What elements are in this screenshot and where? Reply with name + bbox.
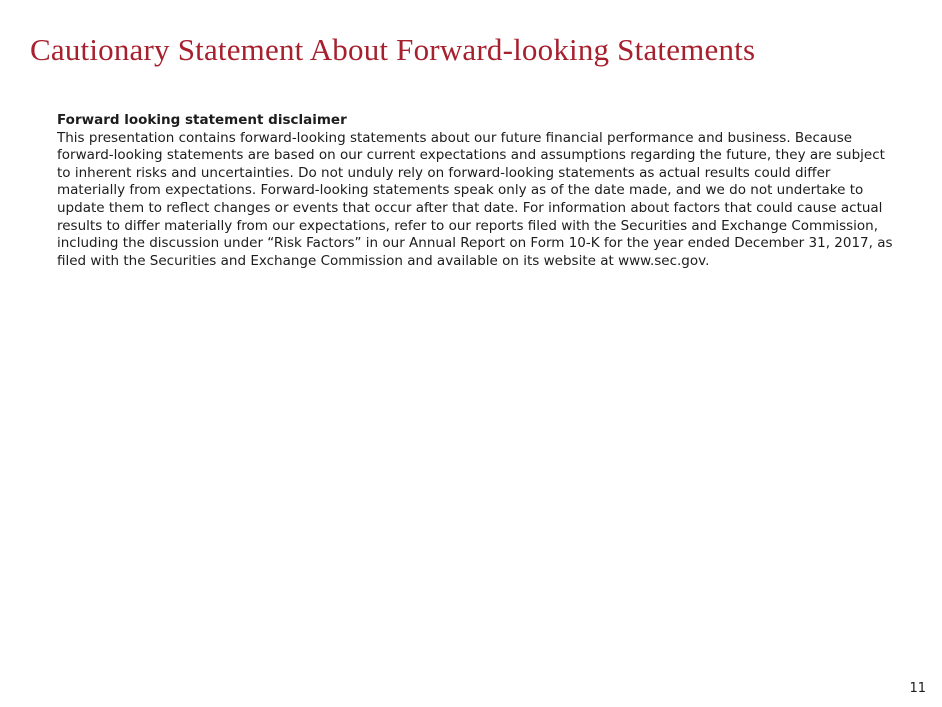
disclaimer-paragraph: This presentation contains forward-looking statements about our future financial performance and business. Because forward-looking statements are based on our current expectations and assumptions regarding the future, they are subject to inherent risks and uncertainties. Do not unduly rely on forward-looking statements as actual results could differ materially from expectations. Forward-looking statements speak only as of the date made, and we do not undertake to update them to reflect changes or events that occur after that date. For information about factors that could cause actual results to differ materially from our expectations, refer to our reports filed with the Securities and Exchange Commission, including the discussion under “Risk Factors” in our Annual Report on Form 10-K for the year ended December 31, 2017, as filed with the Securities and Exchange Commission and available on its website at www.sec.gov. <box>57 129 893 269</box>
disclaimer-heading: Forward looking statement disclaimer <box>57 112 347 128</box>
page-number: 11 <box>909 681 926 696</box>
disclaimer-block <box>57 112 897 270</box>
slide-title: Cautionary Statement About Forward-looking Statements <box>30 32 756 67</box>
